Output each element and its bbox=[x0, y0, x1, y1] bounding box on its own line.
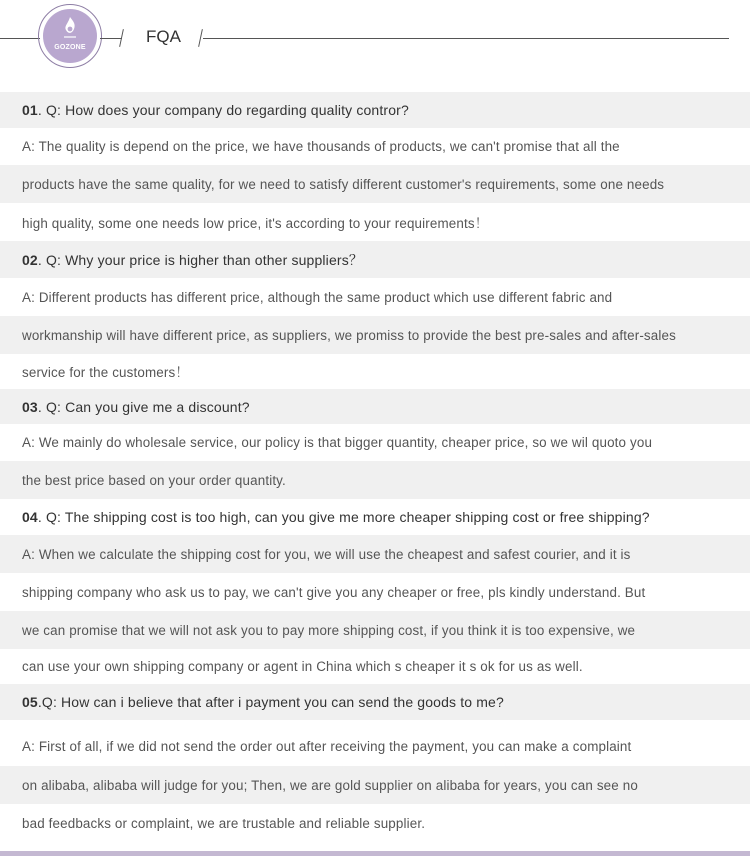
faq-answer-line: we can promise that we will not ask you to pay more shipping cost, if you think it is too expensive, we bbox=[0, 611, 750, 649]
faq-question-05 bbox=[0, 684, 750, 720]
question-text: . Q: How does your company do regarding quality contror? bbox=[37, 102, 409, 118]
bottom-accent-bar bbox=[0, 851, 750, 856]
faq-answer-line: high quality, some one needs low price, it's according to your requirements！ bbox=[22, 215, 489, 231]
question-number: 05 bbox=[22, 694, 38, 710]
question-text: . Q: The shipping cost is too high, can you give me more cheaper shipping cost or free shipping? bbox=[37, 509, 650, 525]
faq-question-02 bbox=[0, 241, 750, 278]
gozone-logo bbox=[43, 9, 97, 63]
faq-answer-line: A: We mainly do wholesale service, our policy is that bigger quantity, cheaper price, so we wil quoto you bbox=[22, 435, 653, 450]
faq-answer-line: workmanship will have different price, as suppliers, we promiss to provide the best pre-sales and after-sales bbox=[0, 316, 750, 354]
faq-question-01 bbox=[0, 92, 750, 128]
faq-answer-line: shipping company who ask us to pay, we can't give you any cheaper or free, pls kindly understand. But bbox=[22, 584, 646, 600]
logo-text: GOZONE bbox=[54, 44, 86, 51]
faq-answer-line: A: The quality is depend on the price, we have thousands of products, we can't promise that all the bbox=[22, 139, 620, 154]
faq-header bbox=[0, 0, 750, 80]
faq-answer-line: A: When we calculate the shipping cost for you, we will use the cheapest and safest courier, and it is bbox=[0, 535, 750, 573]
question-text: . Q: Can you give me a discount? bbox=[37, 398, 250, 415]
gozone-emblem-icon bbox=[60, 15, 80, 41]
faq-answer-line: A: First of all, if we did not send the order out after receiving the payment, you can make a complaint bbox=[22, 738, 632, 754]
faq-answer-line: on alibaba, alibaba will judge for you; Then, we are gold supplier on alibaba for years, you can see no bbox=[0, 766, 750, 804]
header-rule-right bbox=[203, 38, 729, 39]
header-slash-left bbox=[119, 29, 124, 47]
faq-answer-line: can use your own shipping company or agent in China which s cheaper it s ok for us as well. bbox=[22, 659, 583, 674]
faq-answer-line: the best price based on your order quantity. bbox=[0, 461, 750, 499]
question-number: 04 bbox=[22, 509, 38, 525]
faq-answer-line: bad feedbacks or complaint, we are trustable and reliable supplier. bbox=[22, 815, 426, 831]
faq-question-03 bbox=[0, 389, 750, 424]
question-text: .Q: How can i believe that after i payment you can send the goods to me? bbox=[37, 694, 504, 710]
faq-answer-line: A: Different products has different price, although the same product which use different fabric and bbox=[22, 289, 613, 305]
header-rule-left bbox=[0, 38, 40, 39]
question-number: 03 bbox=[22, 398, 38, 415]
header-rule-mid bbox=[100, 38, 122, 39]
page-title: FQA bbox=[146, 27, 181, 46]
question-text: . Q: Why your price is higher than other suppliers？ bbox=[37, 251, 363, 268]
faq-question-04 bbox=[0, 499, 750, 535]
question-number: 01 bbox=[22, 102, 38, 118]
question-number: 02 bbox=[22, 251, 38, 268]
faq-answer-line: products have the same quality, for we need to satisfy different customer's requirements, some one needs bbox=[0, 165, 750, 203]
faq-answer-line: service for the customers！ bbox=[22, 365, 189, 380]
